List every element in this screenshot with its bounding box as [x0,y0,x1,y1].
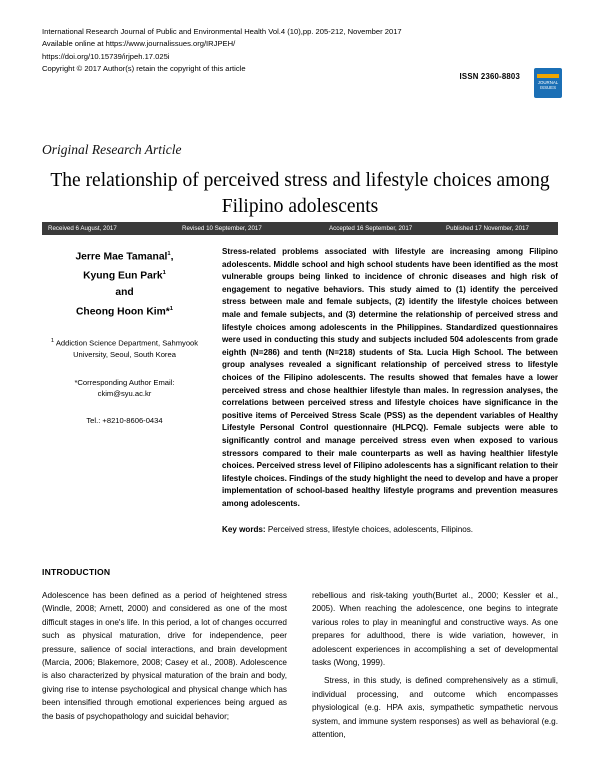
keywords-label: Key words: [222,525,266,534]
intro-paragraph-2: rebellious and risk-taking youth(Burtet al., 2000; Kessler et al., 2005). When reaching the adolescence, one begins to integrate various roles to play in meaningful and constructive ways. As one prepares for adulthood, there is wide variation, however, in adolescent experiences in accomplishing a set of developmental tasks (Wong, 1999). [312,591,558,668]
body-column-left [42,589,287,723]
corresponding-author [42,377,207,400]
author-2: Kyung Eun Park [83,270,163,282]
masthead-line-1: International Research Journal of Public and Environmental Health Vol.4 (10),pp. 205-212, November 2017 [42,27,402,36]
author-3: Cheong Hoon Kim* [75,306,170,318]
author-1: Jerre Mae Tamanal [75,251,168,263]
author-telephone: Tel.: +8210-8606-0434 [86,416,163,426]
body-column-right [312,589,558,741]
section-heading-introduction: INTRODUCTION [42,567,111,577]
intro-paragraph-1: Adolescence has been defined as a period of heightened stress (Windle, 2008; Arnett, 2000) and considered as one of the most difficult stages in one's life. In this period, a lot of changes occurred such as physical maturation, drive for independence, peer pressure, salience of social interactions, and brain development (Marcia, 2006; Blakemore, 2008; Casey et al., 2008). Adolescence is also characterized by physical maturation of the brain and body, giving rise to intense psychological and physical change which has been intensified through emotional experiences being argued as the basis of psychopathology and suicidal behavior; [42,591,287,721]
affiliation-text: Addiction Science Department, Sahmyook University, Seoul, South Korea [54,338,199,360]
article-type-label: Original Research Article [42,142,182,157]
issn-number: ISSN 2360-8803 [459,72,520,81]
journal-masthead [42,26,558,76]
abstract-text: Stress-related problems associated with lifestyle are increasing among Filipino adolescents. Middle school and high school students have been identified as the most vulnerable groups being linked to incidence of chronic diseases and high risk of engagement to negative behaviors. This study aimed to (1) identify the perceived stress between male and female subjects, (2) identify the lifestyle choices between male and female subjects, and (3) determine the relationship of perceived stress and lifestyle choices among adolescents in the Philippines. Standardized questionnaires were used in conducting this study and subjects included 504 adolescents from grade eighth (N=286) and tenth (N=218) students of Sta. Lucia High School. The between group analyses revealed a significant relationship of perceived stress to lifestyle choices of the Filipino adolescents. The results showed that females have a lower perceived stress and chose healthier lifestyle than males. In regression analyses, the correlations between perceived stress and lifestyle choices have significance in the positive items of Perceived Stress Scale (PSS) as the dependent variables of Healthy Lifestyle Personal Control questionnaire (HLPCQ). Female subjects were able to significantly control and manage perceived stress even when exposed to various stressors compared to their male counterparts as well as having healthier lifestyle choices. Perceived stress level of Filipino adolescents has a significant relation to their lifestyle choices. Findings of the study highlight the need to develop and have a proper implementation of school-based healthy lifestyle programs and prevention measures among adolescents. [222,247,559,508]
intro-paragraph-3: Stress, in this study, is defined comprehensively as a stimuli, individual processing, and outcome which encompasses physiological (e.g. HPA axis, sympathetic sympathetic nervous system, and immune system responses) as well as behavioral (e.g. attention, [312,676,558,740]
date-accepted: Accepted 16 September, 2017 [329,225,413,232]
author-affiliation [42,336,207,360]
corresponding-email[interactable]: ckim@syu.ac.kr [97,389,152,399]
author-1-sup: 1 [167,251,171,257]
date-received: Received 6 August, 2017 [48,225,117,232]
affiliation-sup: 1 [50,338,55,345]
page-title: The relationship of perceived stress and lifestyle choices among Filipino adolescents [50,170,550,217]
author-2-sup: 1 [162,270,166,277]
author-names: Jerre Mae Tamanal$^1$, Kyung Eun Park$^1$ and Cheong Hoon Kim*$^1$ [75,251,174,318]
date-revised: Revised 10 September, 2017 [182,225,262,232]
logo-text: JOURNAL ISSUES [537,80,559,91]
masthead-line-2: Available online at https://www.journalissues.org/IRJPEH/ [42,39,236,49]
logo-band [537,74,559,78]
publication-dates-bar [42,222,558,235]
keywords-value: Perceived stress, lifestyle choices, adolescents, Filipinos. [267,525,474,534]
keywords [222,524,558,537]
author-column [42,246,207,427]
date-published: Published 17 November, 2017 [446,225,529,232]
author-conjunction: and [115,286,134,298]
corresponding-label: *Corresponding Author Email: [74,377,175,387]
masthead-line-4: Copyright © 2017 Author(s) retain the copyright of this article [42,64,246,74]
journal-logo [534,68,562,98]
masthead-line-3: https://doi.org/10.15739/irjpeh.17.025i [42,51,170,61]
author-3-sup: 1 [169,305,174,312]
